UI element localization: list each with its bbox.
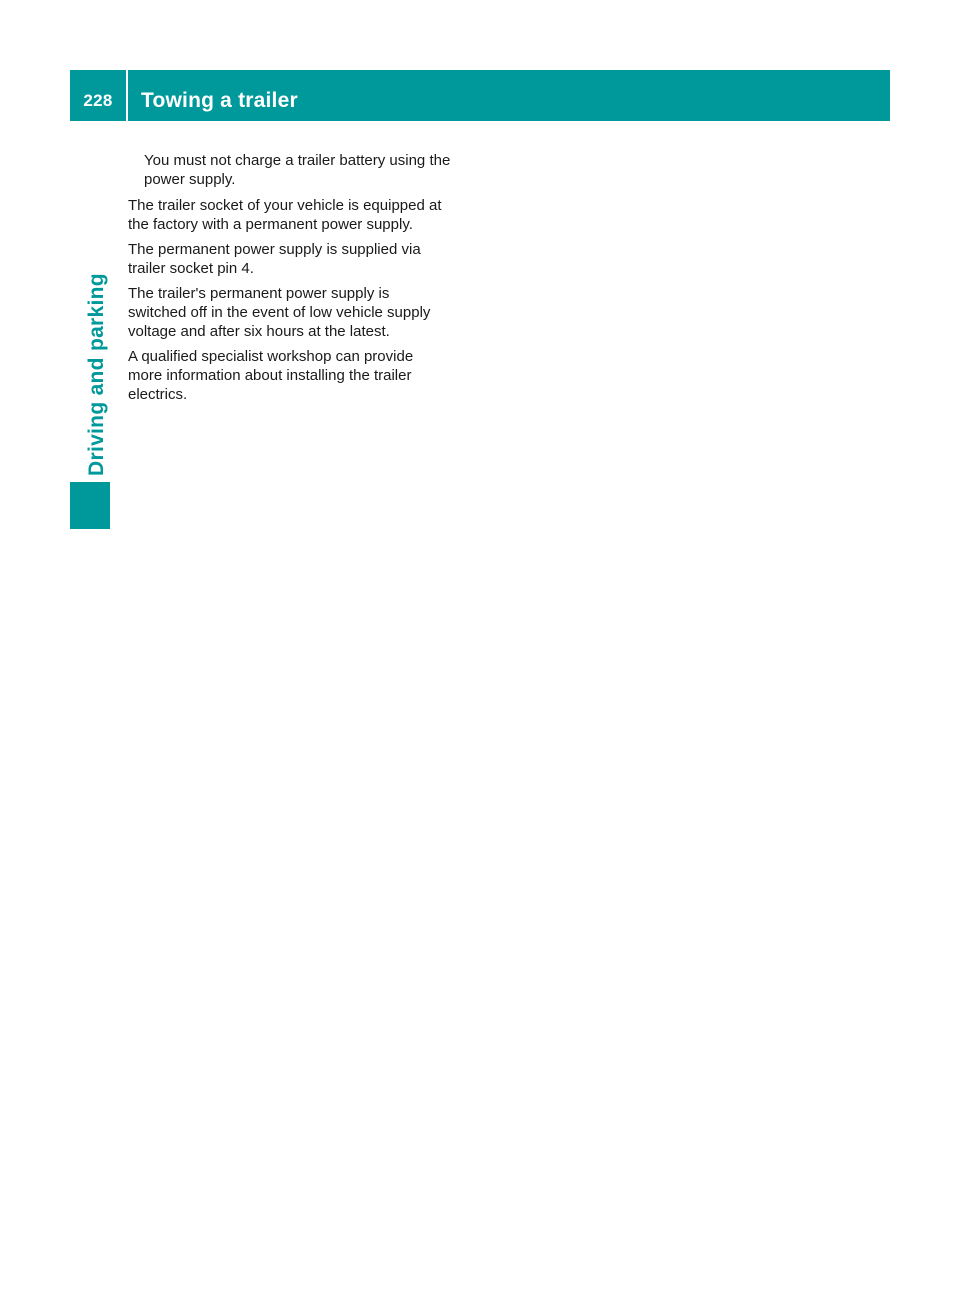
section-title: Towing a trailer: [141, 89, 298, 112]
text-line: voltage and after six hours at the latest.: [128, 323, 390, 340]
text-line: The permanent power supply is supplied via: [128, 241, 421, 258]
text-line: switched off in the event of low vehicle supply: [128, 304, 431, 321]
body-text: [128, 151, 468, 410]
text-line: trailer socket pin 4.: [128, 260, 254, 277]
paragraph-switch-off: [128, 284, 468, 341]
paragraph-workshop: [128, 347, 468, 404]
chapter-tab-label: Driving and parking: [85, 273, 108, 476]
page-header: [70, 70, 890, 121]
text-line: the factory with a permanent power supply.: [128, 216, 413, 233]
chapter-tab-marker: [70, 482, 110, 529]
header-divider: [126, 70, 128, 121]
text-line: A qualified specialist workshop can provide: [128, 348, 414, 365]
paragraph-permanent-supply: [128, 196, 468, 234]
text-line: The trailer's permanent power supply is: [128, 285, 390, 302]
text-line: You must not charge a trailer battery using the: [144, 152, 451, 169]
page-number: 228: [83, 91, 113, 110]
note-paragraph: [128, 151, 468, 189]
text-line: more information about installing the trailer: [128, 367, 412, 384]
text-line: electrics.: [128, 386, 188, 403]
paragraph-socket-pin: [128, 240, 468, 278]
text-line: The trailer socket of your vehicle is equipped at: [128, 197, 442, 214]
text-line: power supply.: [144, 171, 236, 188]
